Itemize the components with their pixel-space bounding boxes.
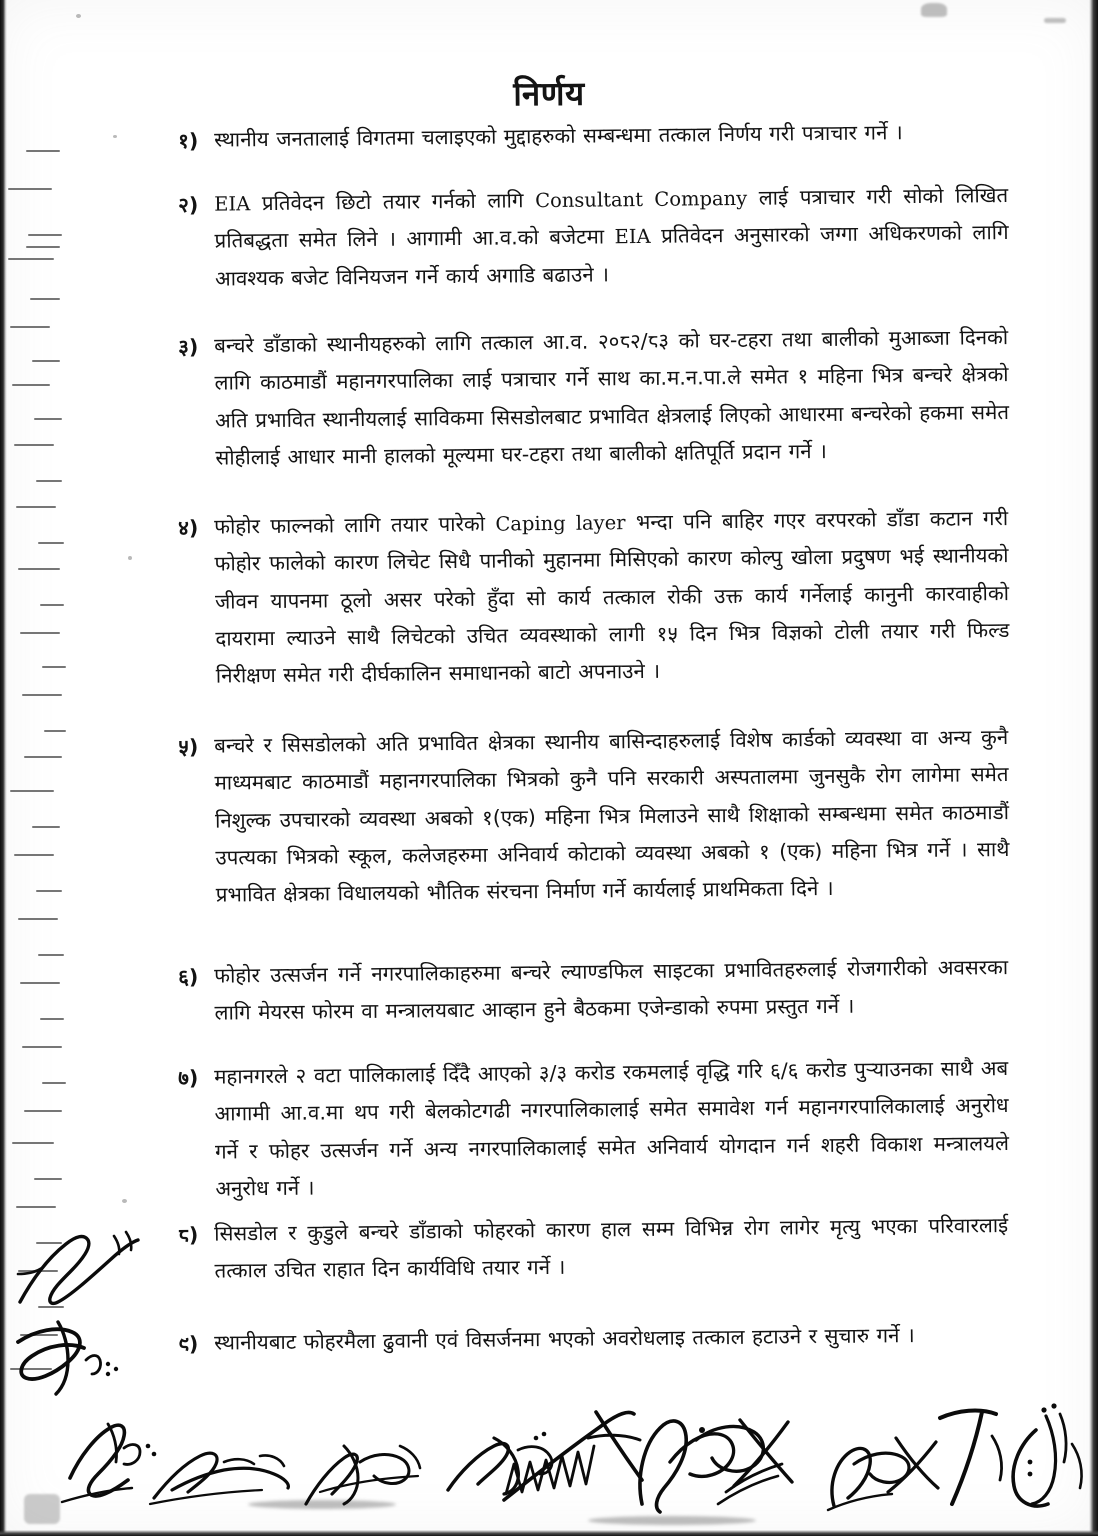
decision-item-number: ३) bbox=[178, 334, 199, 360]
decision-item-number: २) bbox=[178, 193, 199, 218]
decision-item-number: ८) bbox=[178, 1222, 199, 1248]
decision-item-text: स्थानीय जनतालाई विगतमा चलाइएको मुद्दाहरुको सम्बन्धमा तत्काल निर्णय गरी पत्राचार गर्ने । bbox=[214, 120, 903, 152]
decision-item-number: १) bbox=[178, 128, 199, 153]
scan-edge-bottom-artifact bbox=[0, 1530, 1098, 1536]
scan-edge-right-artifact bbox=[1089, 0, 1098, 1536]
decision-item bbox=[178, 1316, 1008, 1363]
decision-item-text: बन्चरे र सिसडोलको अति प्रभावित क्षेत्रका स्थानीय बासिन्दाहरुलाई विशेष कार्डको व्यवस्था वा अन्य कुनै माध्यमबाट काठमाडौं महानगरपालिका भित्रको कुनै पनि सरकारी अस्पतालमा जुनसुकै रोग लागेमा समेत निशुल्क उपचारको व्यवस्था अबको १(एक) महिना भित्र मिलाउने साथै शिक्षाको सम्बन्धमा समेत काठमाडौं उपत्यका भित्रको स्कूल, कलेजहरुमा अनिवार्य कोटाको व्यवस्था अबको १ (एक) महिना भित्र गर्ने । साथै प्रभावित क्षेत्रका विधालयको भौतिक संरचना निर्माण गर्ने कार्यलाई प्राथमिकता दिने । bbox=[214, 724, 1010, 907]
signature-shadow bbox=[588, 1516, 756, 1525]
decision-item bbox=[178, 113, 1008, 160]
scan-edge-left-artifact bbox=[0, 0, 7, 1536]
decision-item bbox=[178, 177, 1009, 298]
decision-item bbox=[178, 949, 1009, 1033]
decision-item-text: महानगरले २ वटा पालिकालाई दिँदै आएको ३/३ करोड रकमलाई वृद्धि गरि ६/६ करोड पुर्‍याउनका साथै अब आगामी आ.व.मा थप गरी बेलकोटगढी नगरपालिकालाई समेत समावेश गर्न महानगरपालिकालाई अनुरोध गर्ने र फोहर उत्सर्जन गर्ने अन्य नगरपालिकालाई समेत अनिवार्य योगदान गर्न शहरी विकाश मन्त्रालयले अनुरोध गर्ने । bbox=[214, 1055, 1010, 1201]
decision-item-number: ९) bbox=[178, 1331, 199, 1356]
decision-item-text: EIA प्रतिवेदन छिटो तयार गर्नको लागि Consultant Company लाई पत्राचार गरी सोको लिखित प्रतिबद्धता समेत लिने । आगामी आ.व.को बजेटमा EIA प्रतिवेदन अनुसारको जग्गा अधिकरणको लागि आवश्यक बजेट विनियजन गर्ने कार्य अगाडि बढाउने । bbox=[214, 183, 1009, 291]
decision-item-number: ४) bbox=[178, 516, 199, 541]
decision-item-text: फोहोर उत्सर्जन गर्ने नगरपालिकाहरुमा बन्चरे ल्याण्डफिल साइटका प्रभावितहरुलाई रोजगारीको अवसरका लागि मेयरस फोरम वा मन्त्रालयबाट आव्हान हुने बैठकमा एजेन्डाको रुपमा प्रस्तुत गर्ने । bbox=[214, 955, 1009, 1026]
decision-item-number: ६) bbox=[178, 965, 199, 990]
signature-shadow bbox=[248, 1500, 396, 1509]
decision-item-number: ५) bbox=[178, 734, 199, 759]
decision-item-text: सिसडोल र कुडुले बन्चरे डाँडाको फोहरको कारण हाल सम्म विभिन्न रोग लागेर मृत्यु भएका परिवारलाई तत्काल उचित राहात दिन कार्यविधि तयार गर्ने । bbox=[214, 1213, 1009, 1284]
decision-item-text: फोहोर फाल्नको लागि तयार पारेको Caping layer भन्दा पनि बाहिर गएर वरपरको डाँडा कटान गरी फोहोर फालेको कारण लिचेट सिधै पानीको मुहानमा मिसिएको कारण कोल्पु खोला प्रदुषण भई स्थानीयको जीवन यापनमा ठूलो असर परेको हुँदा सो कार्य तत्काल रोकी उक्त कार्य गर्नेलाई कानुनी कारवाहीको दायरामा ल्याउने साथै लिचेटको उचित व्यवस्थाको लागी १५ दिन भित्र विज्ञको टोली तयार गरी फिल्ड निरीक्षण समेत गरी दीर्घकालिन समाधानको बाटो अपनाउने । bbox=[214, 506, 1010, 689]
decision-item bbox=[178, 1050, 1010, 1208]
decision-item-text: स्थानीयबाट फोहरमैला ढुवानी एवं विसर्जनमा भएको अवरोधलाइ तत्काल हटाउने र सुचारु गर्ने । bbox=[214, 1322, 915, 1355]
decision-item bbox=[178, 719, 1010, 914]
decision-list bbox=[178, 122, 1008, 1363]
decision-item bbox=[178, 500, 1010, 695]
decision-item-number: ७) bbox=[178, 1065, 199, 1090]
decision-item bbox=[178, 1207, 1009, 1291]
decision-item bbox=[178, 319, 1010, 477]
decision-item-text: बन्चरे डाँडाको स्थानीयहरुको लागि तत्काल आ.व. २०८२/८३ को घर-टहरा तथा बालीको मुआब्जा दिनको लागि काठमाडौं महानगरपालिका लाई पत्राचार गर्ने साथ का.म.न.पा.ले समेत १ महिना भित्र बन्चरे क्षेत्रको अति प्रभावित स्थानीयलाई साविकमा सिसडोलबाट प्रभावित क्षेत्रलाई लिएको आधारमा बन्चरेको हकमा समेत सोहीलाई आधार मानी हालको मूल्यमा घर-टहरा तथा बालीको क्षतिपूर्ति प्रदान गर्ने । bbox=[214, 325, 1010, 470]
page-title: निर्णय bbox=[513, 73, 585, 114]
